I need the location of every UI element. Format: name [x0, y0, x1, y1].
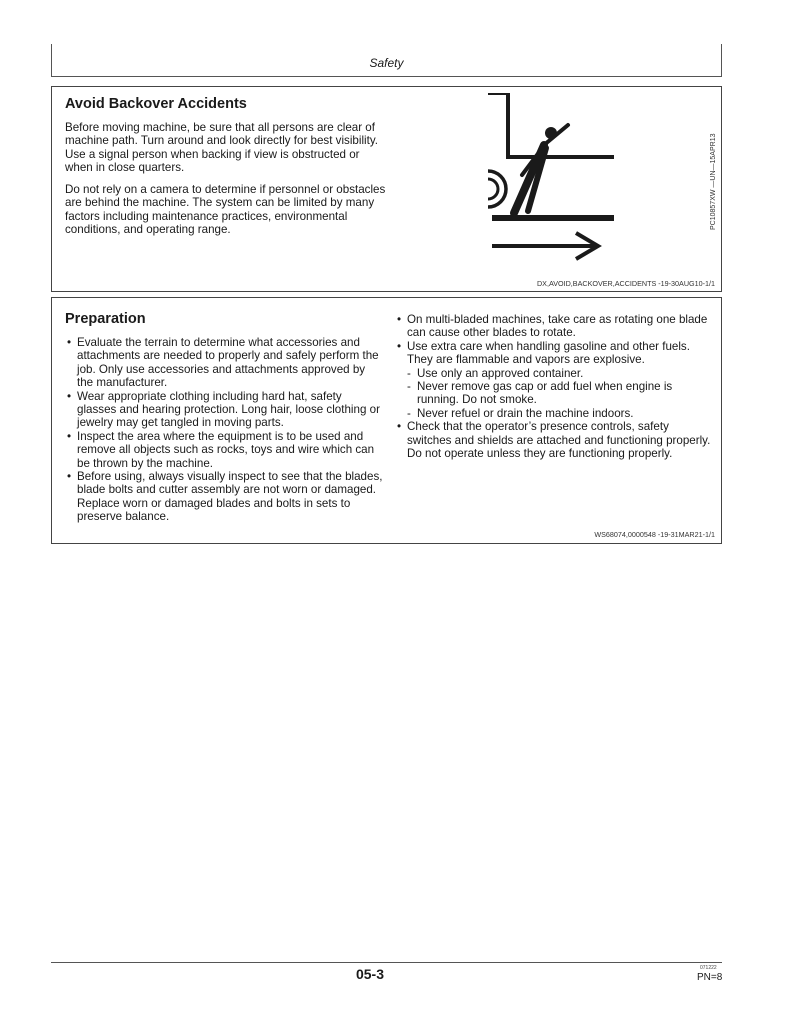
list-item-text: Use extra care when handling gasoline and other fuels. They are flammable and vapors are explosive.	[407, 339, 690, 367]
footer-code: 071222	[700, 965, 717, 971]
footer-rule	[51, 962, 722, 963]
section-header: Safety	[369, 56, 404, 70]
reference-code: WS68074,0000548 -19-31MAR21-1/1	[594, 530, 715, 539]
sub-list-item: - Never remove gas cap or add fuel when engine is running. Do not smoke.	[407, 380, 715, 407]
paragraph: Before moving machine, be sure that all persons are clear of machine path. Turn around and look directly for best visibility. Use a signal person when backing if view is obstructed or when in close quarters.	[65, 121, 378, 175]
list-item	[395, 340, 715, 420]
header-rule	[51, 76, 722, 77]
avoid-backover-section	[51, 86, 722, 292]
backover-hazard-icon	[488, 93, 658, 263]
section-title: Avoid Backover Accidents	[65, 96, 247, 112]
list-item	[395, 313, 715, 340]
figure-code: PC10857XW —UN—15APR13	[710, 133, 717, 230]
sub-list-item: - Never refuel or drain the machine indoors.	[407, 407, 715, 420]
page-number: 05-3	[355, 966, 385, 982]
section-title: Preparation	[65, 311, 146, 327]
paragraph: Do not rely on a camera to determine if personnel or obstacles are behind the machine. The system can be limited by many factors including maintenance practices, environmental conditions, and operating range.	[65, 183, 386, 237]
list-item: • Inspect the area where the equipment is to be used and remove all objects such as rocks, toys and wire which can be thrown by the machine.	[65, 430, 383, 470]
left-bullet-list	[65, 336, 383, 524]
list-item: • Before using, always visually inspect to see that the blades, blade bolts and cutter assembly are not worn or damaged. Replace worn or damaged blades and bolts in sets to preserve balance.	[65, 470, 383, 524]
list-item-text: On multi-bladed machines, take care as rotating one blade can cause other blades to rotate.	[407, 313, 708, 340]
list-item: • Evaluate the terrain to determine what accessories and attachments are needed to properly and safely perform the job. Only use accessories and attachments approved by the manufacturer.	[65, 336, 383, 390]
reference-code: DX,AVOID,BACKOVER,ACCIDENTS -19-30AUG10-1/1	[536, 279, 715, 288]
list-item: • Wear appropriate clothing including hard hat, safety glasses and hearing protection. Long hair, loose clothing or jewelry may get tangled in moving parts.	[65, 390, 383, 430]
pn-number: PN=8	[697, 972, 723, 983]
preparation-section	[51, 297, 722, 544]
sub-list	[407, 367, 715, 421]
list-item	[395, 420, 715, 460]
list-item-text: Check that the operator’s presence controls, safety switches and shields are attached and functioning properly. Do not operate unless they are functioning properly.	[407, 420, 711, 461]
right-bullet-list	[395, 313, 715, 460]
sub-list-item: - Use only an approved container.	[407, 367, 715, 380]
